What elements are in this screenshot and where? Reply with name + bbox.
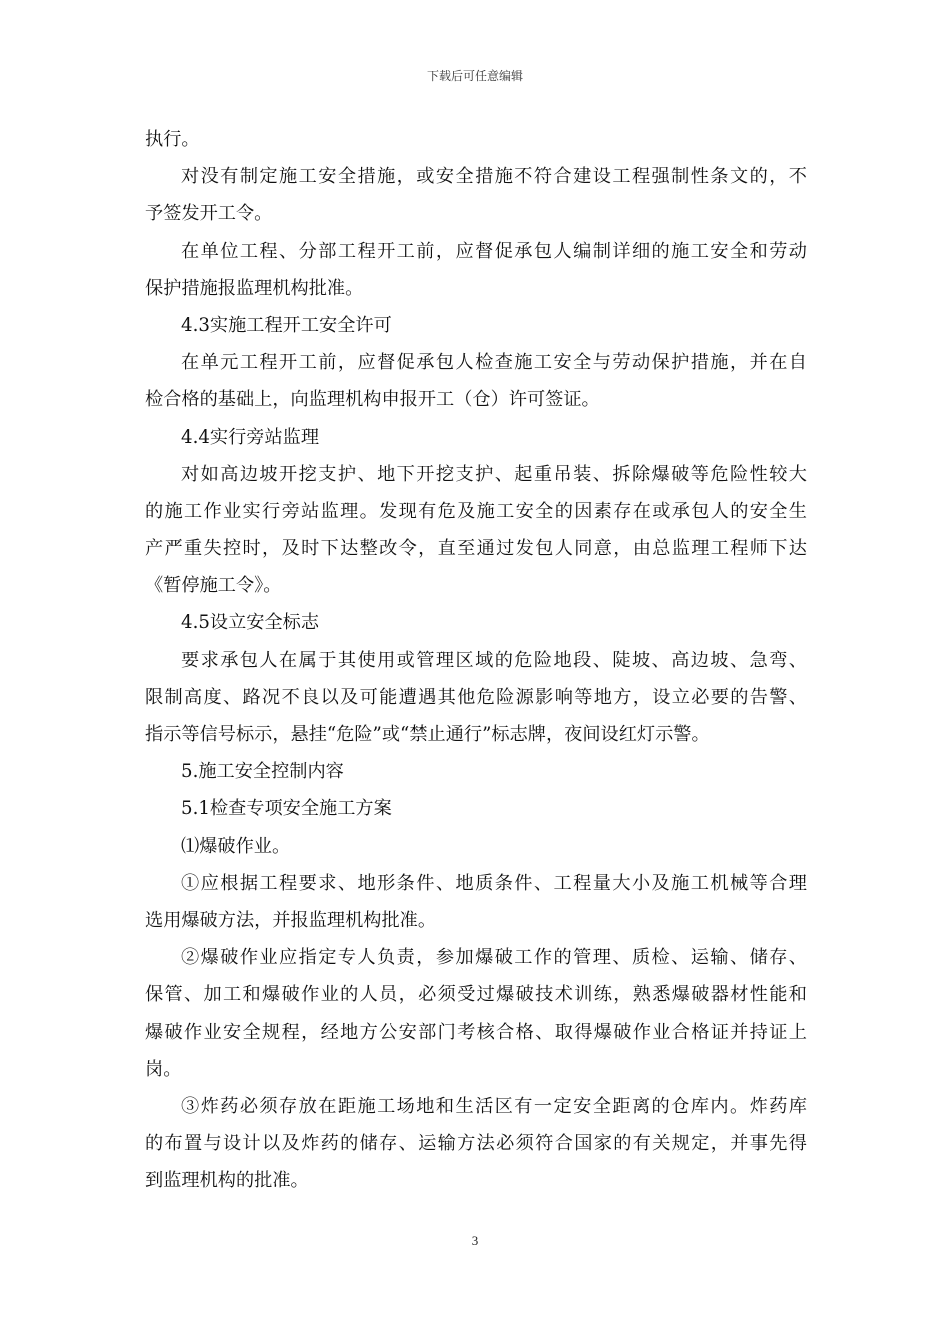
text-line: 在单元工程开工前，应督促承包人检查施工安全与劳动保护措施，并在自	[181, 352, 807, 374]
text-line: 爆破作业安全规程，经地方公安部门考核合格、取得爆破作业合格证并持证上	[145, 1021, 807, 1043]
text-line: 4.4实行旁站监理	[181, 426, 320, 448]
text-line: 检合格的基础上，向监理机构申报开工（仓）许可签证。	[145, 389, 600, 411]
text-line: 选用爆破方法，并报监理机构批准。	[145, 909, 437, 931]
text-line: 限制高度、路况不良以及可能遭遇其他危险源影响等地方，设立必要的告警、	[145, 686, 807, 708]
text-line: ①应根据工程要求、地形条件、地质条件、工程量大小及施工机械等合理	[181, 872, 807, 894]
page-number: 3	[471, 1233, 479, 1248]
text-line: 对如高边坡开挖支护、地下开挖支护、起重吊装、拆除爆破等危险性较大	[181, 463, 807, 485]
document-body	[145, 121, 807, 1199]
text-line: ⑴爆破作业。	[181, 835, 291, 857]
text-line: 要求承包人在属于其使用或管理区域的危险地段、陡坡、高边坡、急弯、	[181, 649, 807, 671]
text-line: 《暂停施工令》。	[145, 575, 282, 597]
text-line: 岗。	[145, 1058, 182, 1080]
text-line: ②爆破作业应指定专人负责，参加爆破工作的管理、质检、运输、储存、	[181, 947, 807, 969]
page-header: 下载后可任意编辑	[426, 69, 523, 83]
text-line: 指示等信号标示，悬挂“危险”或“禁止通行”标志牌，夜间设红灯示警。	[145, 724, 710, 745]
text-line: 4.3实施工程开工安全许可	[181, 314, 392, 336]
text-line: 4.5设立安全标志	[181, 612, 320, 634]
text-line: 保管、加工和爆破作业的人员，必须受过爆破技术训练，熟悉爆破器材性能和	[145, 984, 807, 1006]
text-line: 保护措施报监理机构批准。	[145, 277, 364, 299]
text-line: 5.施工安全控制内容	[181, 761, 344, 783]
text-line: 的布置与设计以及炸药的储存、运输方法必须符合国家的有关规定，并事先得	[145, 1133, 807, 1155]
text-line: 对没有制定施工安全措施，或安全措施不符合建设工程强制性条文的，不	[181, 166, 807, 188]
text-line: 5.1检查专项安全施工方案	[181, 798, 392, 820]
text-line: 予签发开工令。	[145, 203, 273, 225]
text-line: ③炸药必须存放在距施工场地和生活区有一定安全距离的仓库内。炸药库	[181, 1095, 807, 1117]
text-line: 在单位工程、分部工程开工前，应督促承包人编制详细的施工安全和劳动	[181, 240, 807, 262]
text-line: 执行。	[145, 129, 200, 150]
text-line: 产严重失控时，及时下达整改令，直至通过发包人同意，由总监理工程师下达	[145, 538, 807, 560]
text-line: 到监理机构的批准。	[145, 1170, 309, 1192]
text-line: 的施工作业实行旁站监理。发现有危及施工安全的因素存在或承包人的安全生	[145, 500, 807, 522]
